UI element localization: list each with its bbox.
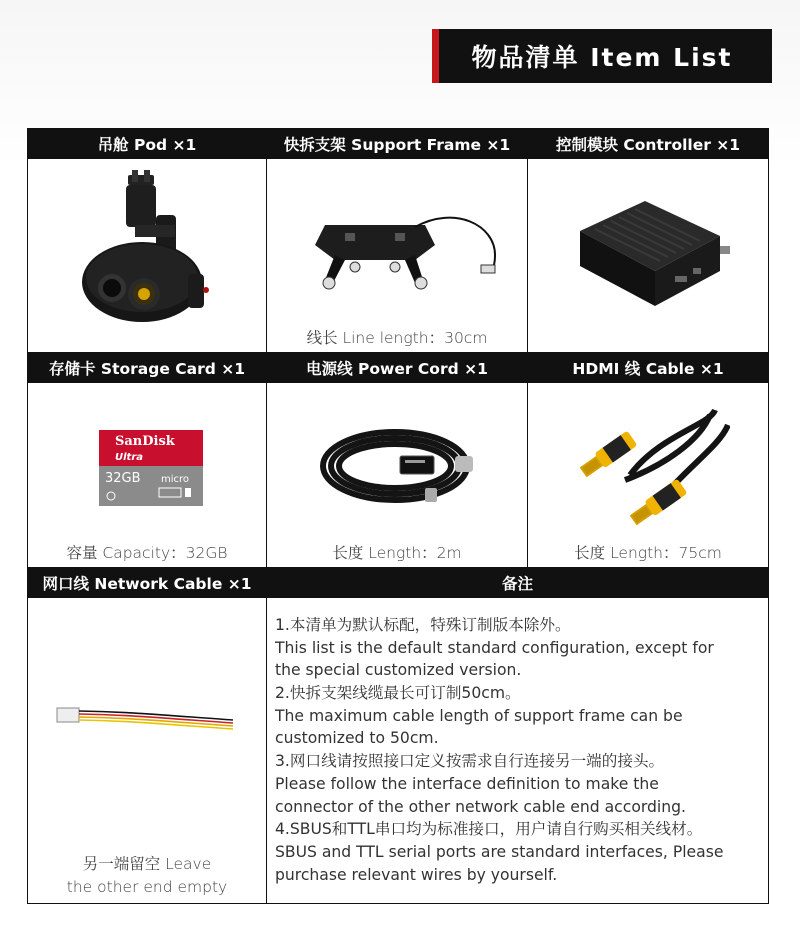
network-cable-caption-line-1: 另一端留空 Leave [82, 855, 212, 873]
sd-brand: SanDisk [115, 434, 175, 449]
remark-line: The maximum cable length of support frame can be [275, 706, 683, 725]
row-divider [28, 352, 768, 353]
storage-card-image [97, 428, 205, 514]
remark-line: purchase relevant wires by yourself. [275, 865, 558, 884]
remark-line: 4.SBUS和TTL串口均为标准接口，用户请自行购买相关线材。 [275, 820, 703, 839]
network-cable-caption [28, 853, 266, 899]
network-cable-image [55, 702, 235, 736]
item-header-controller: 控制模块 Controller ×1 [528, 129, 768, 159]
remark-line: 2.快拆支架线缆最长可订制50cm。 [275, 684, 521, 703]
storage-card-caption: 容量 Capacity：32GB [66, 544, 228, 562]
column-divider [266, 129, 267, 903]
remark-line: This list is the default standard configuration, except for [275, 638, 714, 657]
sd-line: Ultra [115, 452, 144, 463]
remark-line: Please follow the interface definition to make the [275, 774, 659, 793]
remark-line: customized to 50cm. [275, 729, 439, 748]
power-cord-image [315, 418, 480, 517]
sd-format: micro [161, 474, 190, 485]
remarks-text [275, 614, 765, 886]
column-divider [527, 129, 528, 568]
item-header-support-frame: 快拆支架 Support Frame ×1 [267, 129, 527, 159]
support-frame-image [305, 205, 515, 304]
sd-capacity: 32GB [105, 471, 141, 486]
page-title-banner [432, 29, 772, 83]
controller-image [575, 196, 735, 315]
network-cable-caption-line-2: the other end empty [66, 878, 228, 896]
remark-line: 3.网口线请按照接口定义按需求自行连接另一端的接头。 [275, 752, 665, 771]
remarks-header: 备注 [267, 568, 768, 598]
item-header-storage-card: 存储卡 Storage Card ×1 [28, 353, 266, 383]
support-frame-caption: 线长 Line length：30cm [306, 329, 488, 347]
power-cord-caption: 长度 Length：2m [332, 544, 462, 562]
item-header-hdmi-cable: HDMI 线 Cable ×1 [528, 353, 768, 383]
remark-line: connector of the other network cable end according. [275, 797, 686, 816]
item-header-power-cord: 电源线 Power Cord ×1 [267, 353, 527, 383]
item-header-pod: 吊舱 Pod ×1 [28, 129, 266, 159]
pod-image [80, 170, 215, 339]
remark-line: the special customized version. [275, 661, 522, 680]
item-header-network-cable: 网口线 Network Cable ×1 [28, 568, 266, 598]
remark-line: SBUS and TTL serial ports are standard interfaces, Please [275, 842, 724, 861]
hdmi-cable-caption: 长度 Length：75cm [574, 544, 722, 562]
remark-line: 1.本清单为默认标配，特殊订制版本除外。 [275, 616, 571, 634]
row-divider [28, 567, 768, 568]
hdmi-cable-image [570, 405, 730, 539]
page-title: 物品清单 Item List [471, 43, 733, 72]
